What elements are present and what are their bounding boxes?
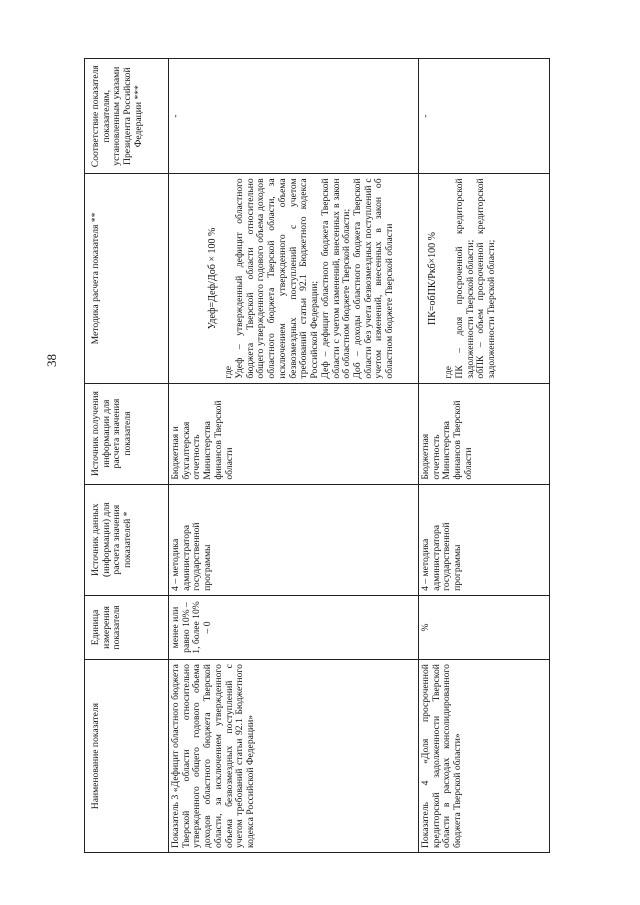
- indicator-data-source: 4 – методика администратора государственной программы: [419, 484, 550, 595]
- header-unit: Единица измерения показателя: [85, 595, 169, 659]
- header-info-source: Источник получения информации для расчета значения показателя: [85, 383, 169, 484]
- rotated-table-container: [84, 58, 550, 853]
- table-row: [169, 59, 419, 853]
- method-formula: Удеф=Деф/Доб × 100 %: [207, 227, 218, 330]
- method-line: Деф – дефицит областного бюджета Тверской области с учетом изменений, внесенных в закон об областном бюджете Тверской области;: [319, 178, 353, 379]
- method-line: Удеф – утвержденный дефицит областного бюджета Тверской области относительно общего утвержденного годового объема доходов областного бюджета Тверской области, за исключением утвержденного объема безвозмездных поступлений с учетом требований статьи 92.1 Бюджетного кодекса Российской Федерации;: [233, 178, 321, 379]
- header-method: Методика расчета показателя **: [85, 174, 169, 383]
- indicator-method: [419, 174, 550, 383]
- header-compliance: Соответствие показателя показателям, установленным указами Президента Российской Федерации ***: [85, 59, 169, 174]
- indicator-method: [169, 174, 419, 383]
- indicator-name: Показатель 4 «Доля просроченной кредиторской задолженности Тверской области в расходах консолидированного бюджета Тверской области»: [419, 660, 550, 853]
- method-line: Доб – доходы областного бюджета Тверской области без учета безвозмездных поступлений с учетом изменений, внесенных в закон об областном бюджете Тверской области: [352, 178, 396, 379]
- indicator-compliance: -: [419, 59, 550, 174]
- method-line: ПК – доля просроченной кредиторской задолженности Тверской области;: [453, 178, 476, 379]
- indicator-info-source: Бюджетная и бухгалтерская отчетность Министерства финансов Тверской области: [169, 383, 419, 484]
- table-row: [419, 59, 550, 853]
- header-name: Наименование показателя: [85, 660, 169, 853]
- method-where: где: [223, 365, 235, 379]
- method-formula: ПК=обПК/Ркб×100 %: [427, 231, 438, 325]
- indicator-unit: %: [419, 595, 550, 659]
- indicator-compliance: -: [169, 59, 419, 174]
- table-header-row: [85, 59, 169, 853]
- header-data-source: Источник данных (информации) для расчета значения показателей *: [85, 484, 169, 595]
- indicator-unit: менее или равно 10% – 1, более 10% – 0: [169, 595, 419, 659]
- indicator-name: Показатель 3 «Дефицит областного бюджета Тверской области относительно утвержденного общего годового объема доходов областного бюджета Тверской области, за исключением утвержденного объема безвозмездных поступлений с учетом требований статьи 92.1 Бюджетного кодекса Российской Федерации»: [169, 660, 419, 853]
- method-where: где: [443, 365, 455, 379]
- method-line: обПК – объем просроченной кредиторской задолженности Тверской области;: [475, 178, 498, 379]
- page-number: 38: [44, 354, 59, 367]
- indicators-table: [84, 58, 550, 853]
- indicator-data-source: 4 – методика администратора государственной программы: [169, 484, 419, 595]
- indicator-info-source: Бюджетная отчетность Министерства финансов Тверской области: [419, 383, 550, 484]
